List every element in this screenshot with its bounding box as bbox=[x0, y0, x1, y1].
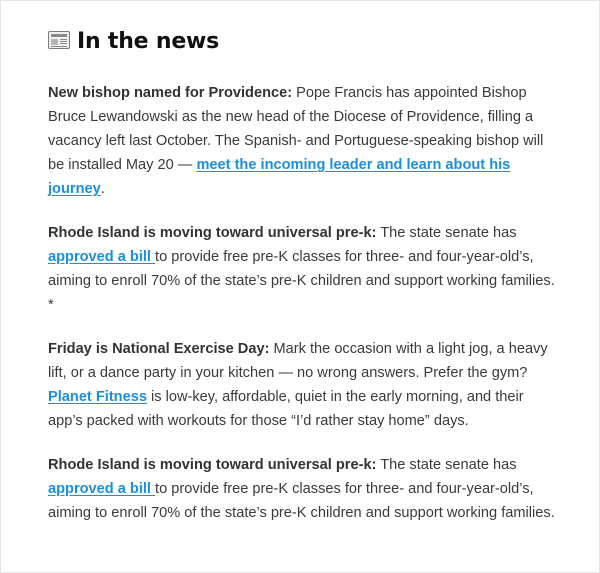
news-body-end: . bbox=[100, 181, 105, 197]
news-headline: Friday is National Exercise Day: bbox=[48, 341, 270, 357]
news-item bbox=[48, 221, 558, 317]
section-title: In the news bbox=[77, 28, 220, 54]
news-body-end: is low-key, affordable, quiet in the early morning, and their app’s packed with workouts for those “I’d rather stay home” days. bbox=[48, 389, 524, 429]
newspaper-icon bbox=[48, 30, 70, 50]
news-body-end: to provide free pre-K classes for three- and four-year-old’s, aiming to enroll 70% of the state’s pre-K children and support working families. bbox=[48, 481, 555, 521]
news-headline: Rhode Island is moving toward universal pre-k: bbox=[48, 457, 377, 473]
news-link[interactable]: approved a bill bbox=[48, 481, 156, 497]
news-headline: New bishop named for Providence: bbox=[48, 85, 293, 101]
news-body: Pope Francis has appointed Bishop Bruce Lewandowski as the new head of the Diocese of Providence, filling a vacancy left last October. The Spanish- and Portuguese-speaking bishop will be installed May 20 — bbox=[48, 85, 544, 173]
news-link[interactable]: Planet Fitness bbox=[48, 389, 147, 405]
news-link[interactable]: meet the incoming leader and learn about his journey bbox=[48, 157, 511, 197]
news-body: The state senate has bbox=[376, 225, 517, 241]
news-item bbox=[48, 81, 558, 201]
news-headline: Rhode Island is moving toward universal pre-k: bbox=[48, 225, 377, 241]
news-body: Mark the occasion with a light jog, a heavy lift, or a dance party in your kitchen — no wrong answers. Prefer the gym? bbox=[48, 341, 548, 381]
news-link[interactable]: approved a bill bbox=[48, 249, 156, 265]
news-section bbox=[48, 25, 558, 545]
news-item bbox=[48, 337, 558, 433]
section-header bbox=[48, 25, 558, 57]
news-body: The state senate has bbox=[376, 457, 517, 473]
news-item bbox=[48, 453, 558, 525]
news-body-end: to provide free pre-K classes for three- and four-year-old’s, aiming to enroll 70% of the state’s pre-K children and support working families. * bbox=[48, 249, 555, 313]
